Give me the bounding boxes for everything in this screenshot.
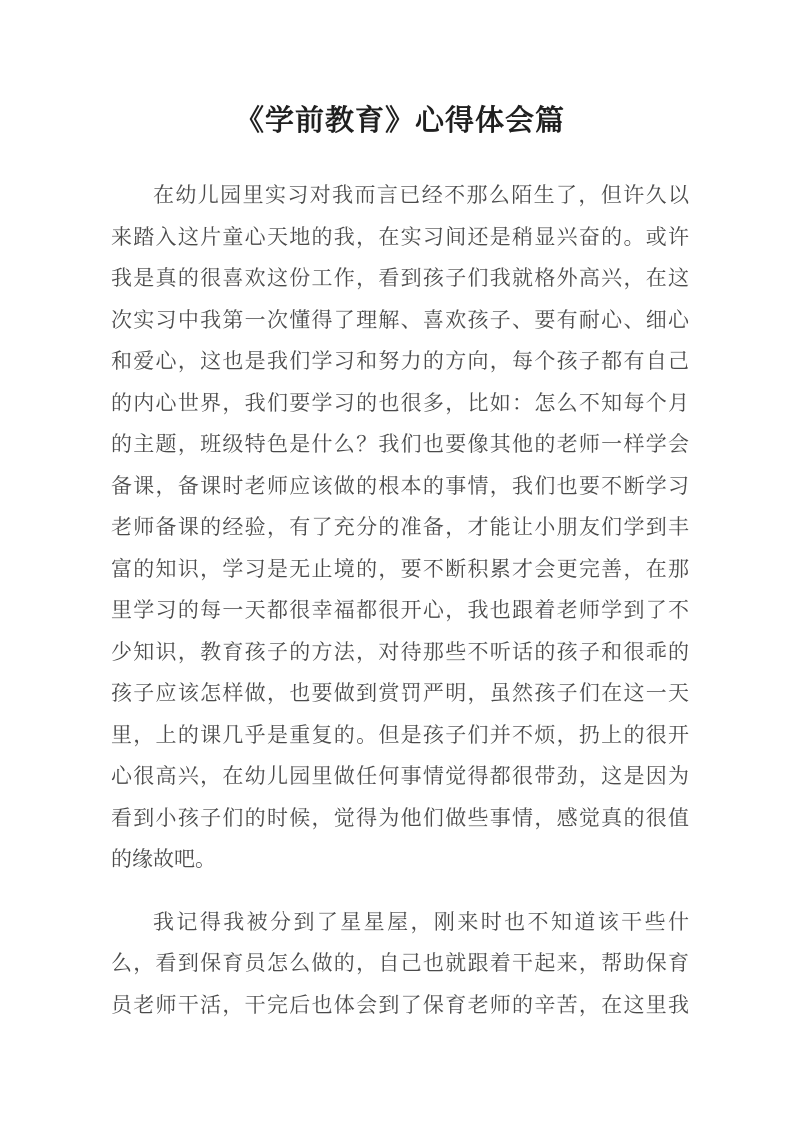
- text-line: 来踏入这片童心天地的我，在实习间还是稍显兴奋的。或许: [111, 224, 689, 249]
- text-line: 的主题，班级特色是什么？我们也要像其他的老师一样学会: [111, 432, 689, 456]
- text-line: 备课，备课时老师应该做的根本的事情，我们也要不断学习: [111, 473, 689, 498]
- text-line: 的缘故吧。: [111, 847, 216, 871]
- document-title: 《学前教育》心得体会篇: [234, 105, 565, 137]
- document-body: [111, 175, 689, 1026]
- text-line: 和爱心，这也是我们学习和努力的方向，每个孩子都有自己: [111, 349, 689, 373]
- text-line: 我是真的很喜欢这份工作，看到孩子们我就格外高兴，在这: [111, 266, 689, 290]
- text-line: 孩子应该怎样做，也要做到赏罚严明，虽然孩子们在这一天: [111, 681, 689, 705]
- text-line: 心很高兴，在幼儿园里做任何事情觉得都很带劲，这是因为: [111, 764, 689, 788]
- text-line: 么，看到保育员怎么做的，自己也就跟着干起来，帮助保育: [111, 951, 689, 975]
- text-line: 的内心世界，我们要学习的也很多，比如：怎么不知每个月: [111, 390, 689, 415]
- text-line: 员老师干活，干完后也体会到了保育老师的辛苦，在这里我: [111, 992, 689, 1017]
- text-line: 在幼儿园里实习对我而言已经不那么陌生了，但许久以: [153, 183, 689, 207]
- text-line: 次实习中我第一次懂得了理解、喜欢孩子、要有耐心、细心: [111, 307, 689, 332]
- text-line: 里学习的每一天都很幸福都很开心，我也跟着老师学到了不: [111, 598, 689, 622]
- text-line: 少知识，教育孩子的方法，对待那些不听话的孩子和很乖的: [111, 639, 689, 664]
- paragraph: [111, 902, 689, 1027]
- text-line: 老师备课的经验，有了充分的准备，才能让小朋友们学到丰: [111, 515, 689, 539]
- paragraph: [111, 175, 689, 881]
- text-line: 富的知识，学习是无止境的，要不断积累才会更完善，在那: [111, 556, 689, 581]
- text-line: 看到小孩子们的时候，觉得为他们做些事情，感觉真的很值: [111, 805, 689, 830]
- text-line: 里，上的课几乎是重复的。但是孩子们并不烦，扔上的很开: [111, 722, 689, 747]
- text-line: 我记得我被分到了星星屋，刚来时也不知道该干些什: [153, 909, 689, 934]
